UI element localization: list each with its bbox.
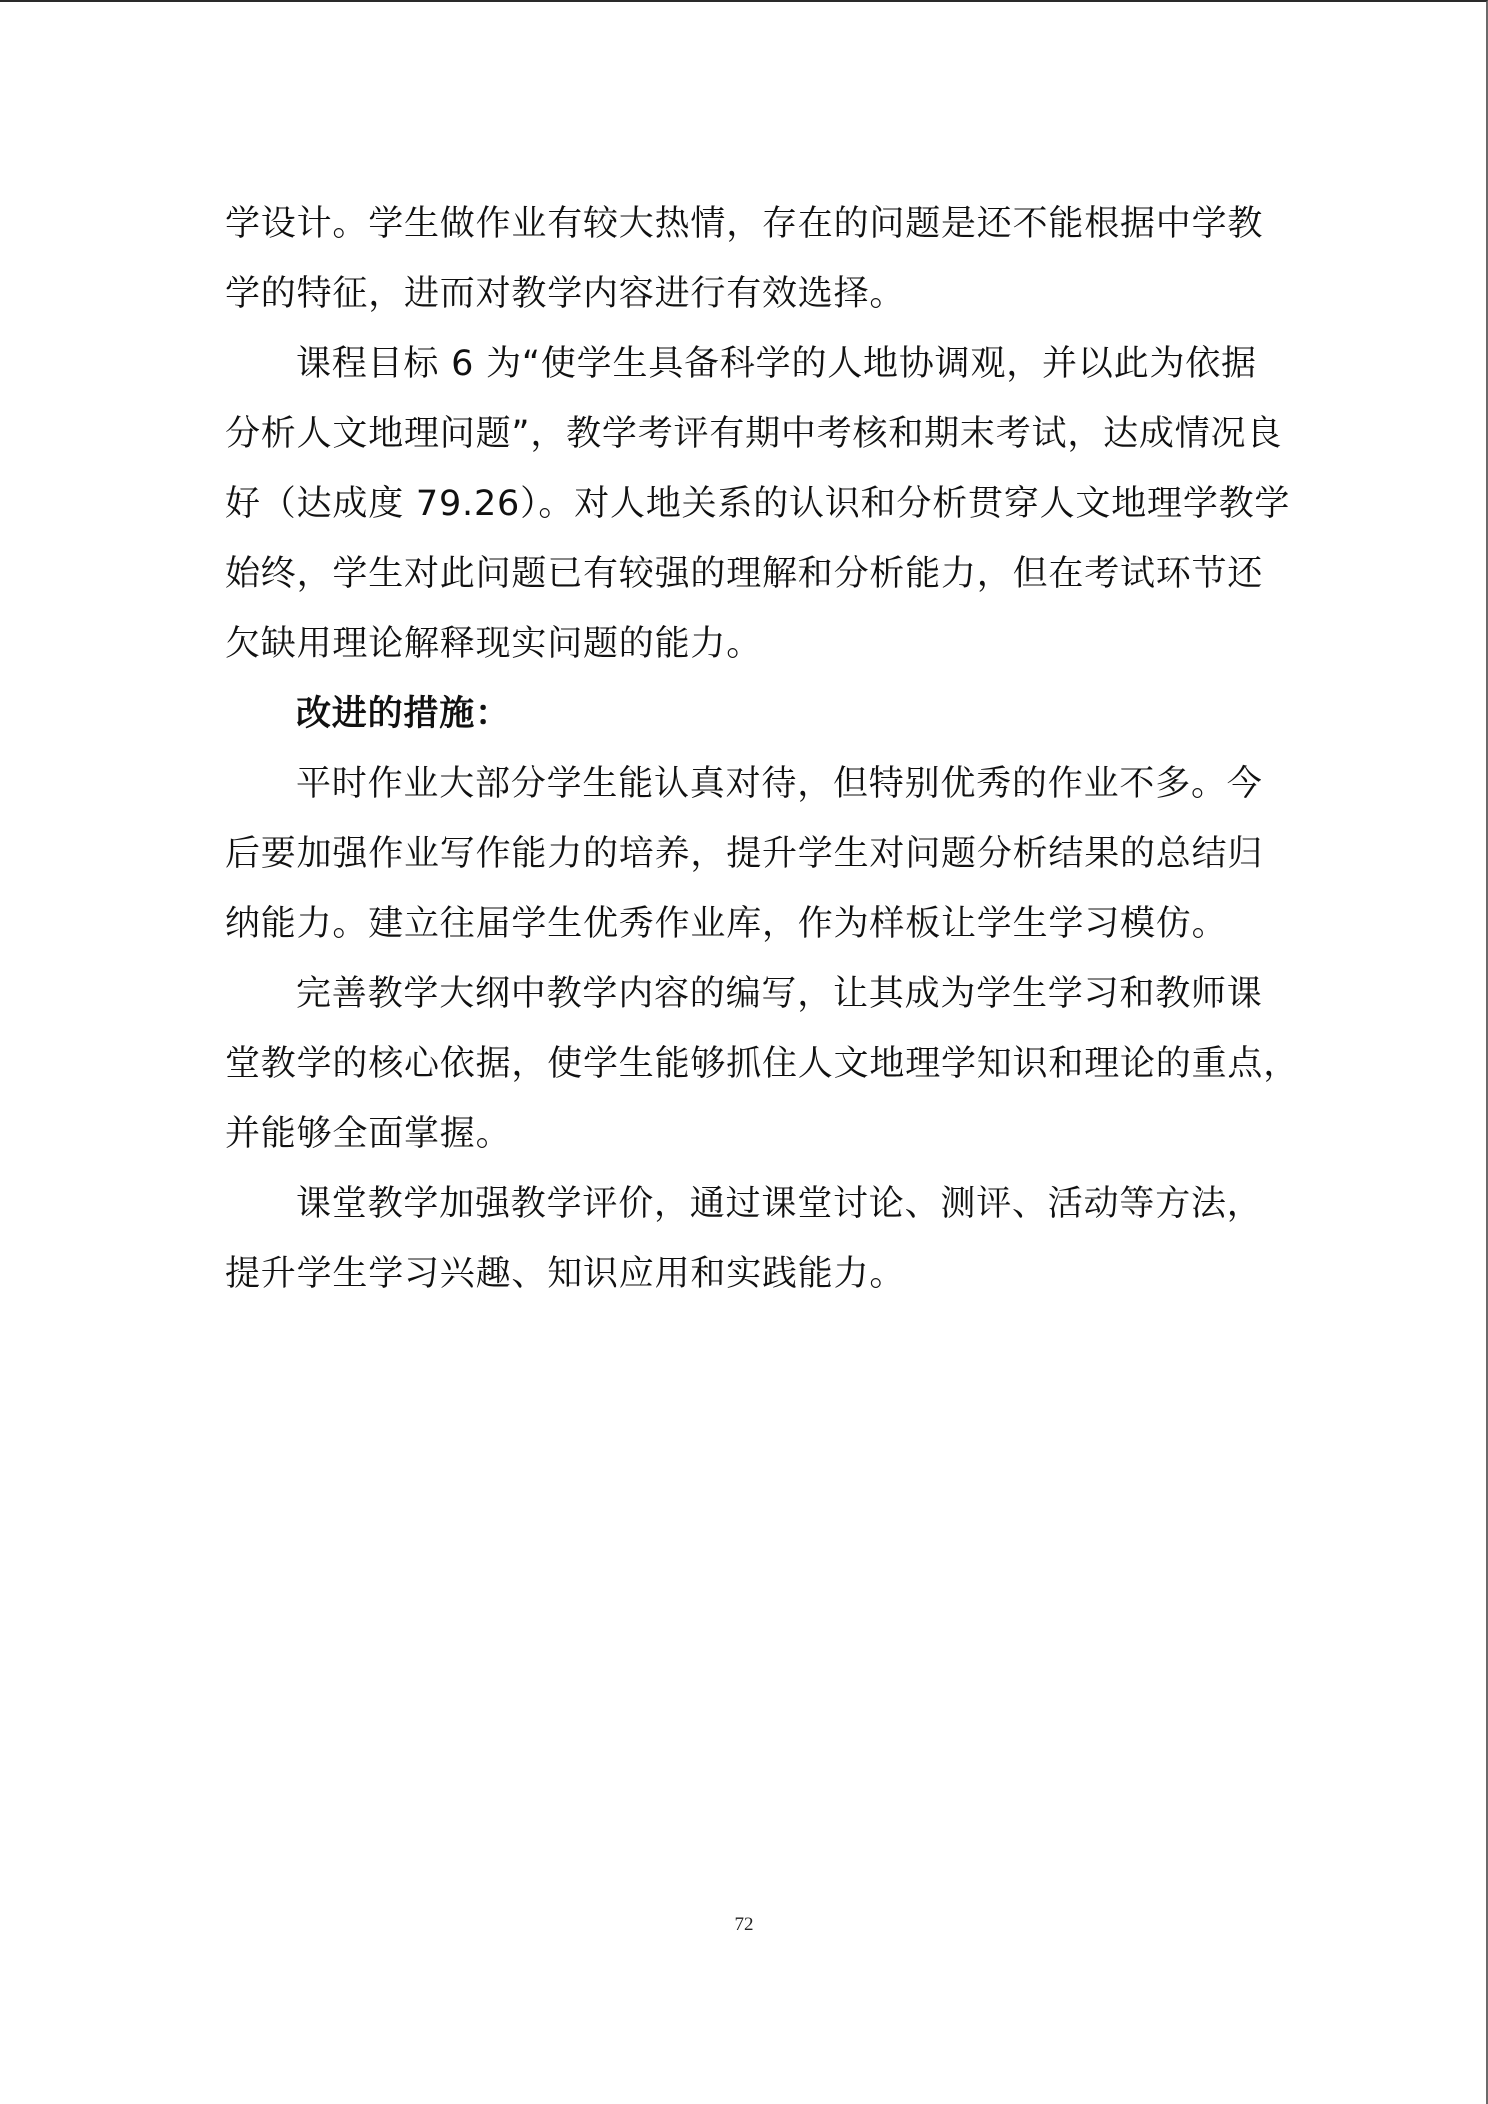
text-line: 提升学生学习兴趣、知识应用和实践能力。 xyxy=(225,1254,906,1294)
text-line: 完善教学大纲中教学内容的编写，让其成为学生学习和教师课 xyxy=(296,974,1263,1014)
paragraph-classroom-evaluation xyxy=(225,1169,1345,1309)
text-line: 学的特征，进而对教学内容进行有效选择。 xyxy=(225,274,906,314)
document-body xyxy=(225,189,1345,1309)
section-heading: 改进的措施： xyxy=(296,694,511,734)
paragraph-homework xyxy=(225,749,1345,959)
text-line: 课堂教学加强教学评价，通过课堂讨论、测评、活动等方法， xyxy=(296,1184,1263,1224)
paragraph-course-goal-6 xyxy=(225,329,1345,679)
text-line: 欠缺用理论解释现实问题的能力。 xyxy=(225,624,763,664)
text-line: 并能够全面掌握。 xyxy=(225,1114,512,1154)
paragraph-continued xyxy=(225,189,1345,329)
text-line: 分析人文地理问题”，教学考评有期中考核和期末考试，达成情况良 xyxy=(225,414,1283,454)
text-line: 课程目标 6 为“使学生具备科学的人地协调观，并以此为依据 xyxy=(296,344,1257,384)
text-line: 学设计。学生做作业有较大热情，存在的问题是还不能根据中学教 xyxy=(225,204,1264,244)
text-line: 始终，学生对此问题已有较强的理解和分析能力，但在考试环节还 xyxy=(225,554,1264,594)
text-line: 平时作业大部分学生能认真对待，但特别优秀的作业不多。今 xyxy=(296,764,1263,804)
page-number: 72 xyxy=(734,1914,754,1935)
text-line: 后要加强作业写作能力的培养，提升学生对问题分析结果的总结归 xyxy=(225,834,1264,874)
text-line: 好（达成度 79.26）。对人地关系的认识和分析贯穿人文地理学教学 xyxy=(225,484,1291,524)
paragraph-syllabus xyxy=(225,959,1345,1169)
text-line: 纳能力。建立往届学生优秀作业库，作为样板让学生学习模仿。 xyxy=(225,904,1228,944)
text-line: 堂教学的核心依据，使学生能够抓住人文地理学知识和理论的重点， xyxy=(225,1044,1300,1084)
